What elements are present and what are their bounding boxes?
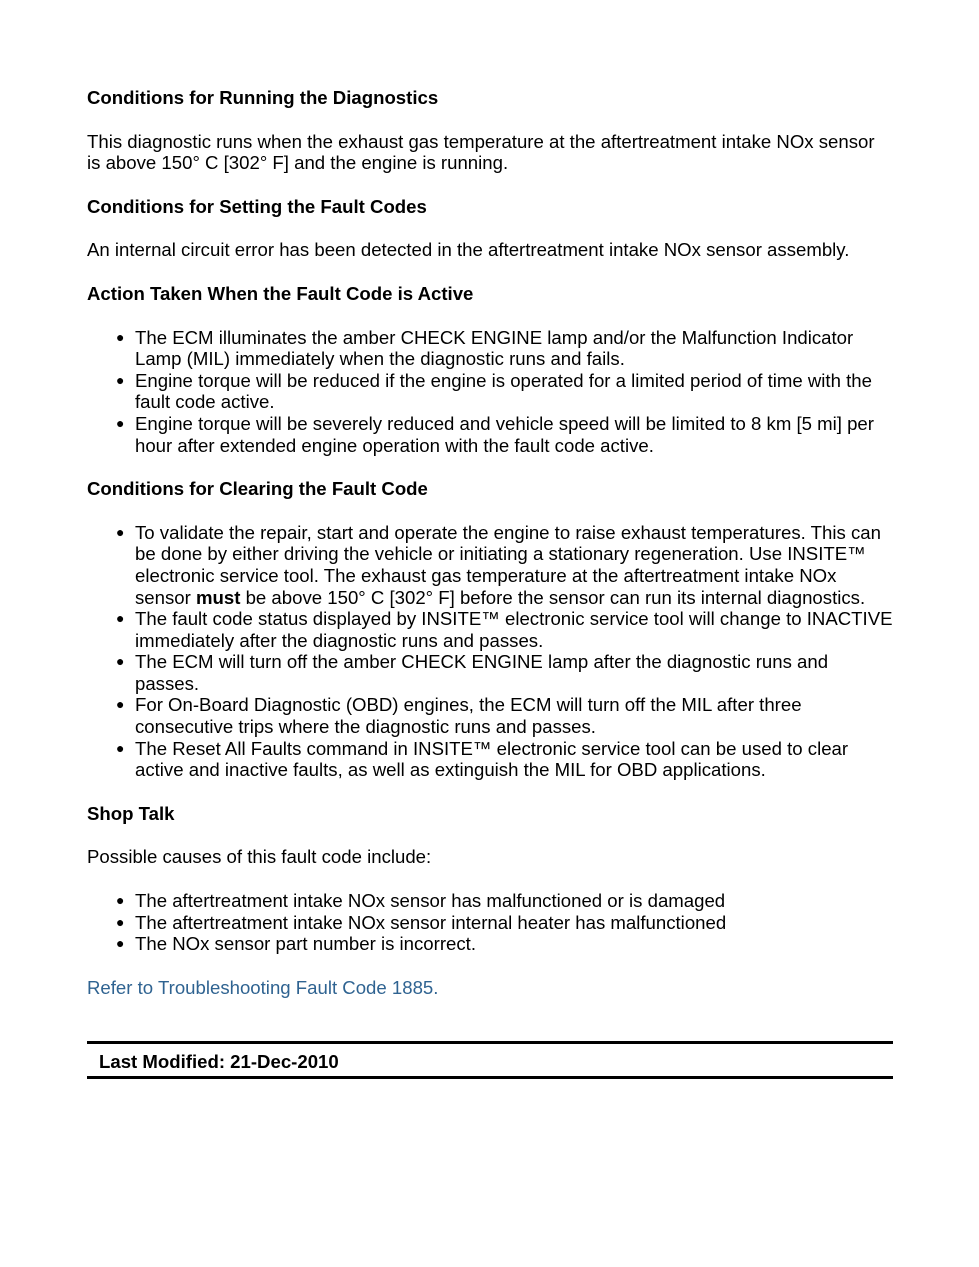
causes-list — [87, 890, 893, 955]
bullet-icon: ● — [116, 371, 125, 388]
footer-bar — [87, 1041, 893, 1079]
heading-running: Conditions for Running the Diagnostics — [87, 87, 439, 108]
list-item: ● The NOx sensor part number is incorrect. — [116, 933, 477, 955]
list-item: ● The ECM will turn off the amber CHECK ENGINE lamp after the diagnostic runs and passes. — [116, 651, 829, 694]
list-item: ● The ECM illuminates the amber CHECK ENGINE lamp and/or the Malfunction Indicator Lamp (MIL) immediately when the diagnostic runs and fails. — [116, 326, 854, 370]
action-list — [87, 327, 893, 457]
bullet-icon: ● — [116, 696, 125, 713]
heading-action: Action Taken When the Fault Code is Active — [87, 282, 474, 304]
running-text: This diagnostic runs when the exhaust gas temperature at the aftertreatment intake NOx sensor is above 150° C [302° F] and the engine is running. — [87, 130, 875, 174]
bullet-icon: ● — [116, 653, 125, 670]
list-item: ● To validate the repair, start and operate the engine to raise exhaust temperatures. This can be done by either driving the vehicle or initiating a stationary regeneration. Use INSITE™ electronic service tool. The exhaust gas temperature at the aftertreatment intake NOx sensor must be above 150° C [302° F] before the sensor can run its internal diagnostics. — [116, 521, 881, 608]
list-item: ● The aftertreatment intake NOx sensor internal heater has malfunctioned — [116, 911, 727, 933]
last-modified: Last Modified: 21-Dec-2010 — [99, 1051, 339, 1072]
bullet-icon: ● — [116, 328, 125, 345]
document-body — [87, 87, 893, 998]
bullet-icon: ● — [116, 913, 125, 930]
list-item: ● The aftertreatment intake NOx sensor has malfunctioned or is damaged — [116, 890, 726, 912]
list-item: ● For On-Board Diagnostic (OBD) engines, the ECM will turn off the MIL after three consecutive trips where the diagnostic runs and passes. — [116, 694, 802, 738]
list-item: ● Engine torque will be reduced if the engine is operated for a limited period of time with the fault code active. — [116, 369, 872, 413]
bullet-icon: ● — [116, 523, 125, 540]
setting-text: An internal circuit error has been detected in the aftertreatment intake NOx sensor assembly. — [87, 239, 850, 261]
list-item: ● The Reset All Faults command in INSITE™ electronic service tool can be used to clear active and inactive faults, as well as extinguish the MIL for OBD applications. — [116, 737, 849, 781]
list-item: ● Engine torque will be severely reduced and vehicle speed will be limited to 8 km [5 mi] per hour after extended engine operation with the fault code active. — [116, 412, 874, 456]
clearing-list — [87, 522, 893, 781]
bullet-icon: ● — [116, 739, 125, 756]
troubleshooting-link[interactable]: Refer to Troubleshooting Fault Code 1885. — [87, 976, 439, 998]
bullet-icon: ● — [116, 935, 125, 952]
bullet-icon: ● — [116, 414, 125, 431]
bullet-icon: ● — [116, 892, 125, 909]
list-item: ● The fault code status displayed by INSITE™ electronic service tool will change to INACTIVE immediately after the diagnostic runs and passes. — [116, 608, 893, 651]
heading-setting: Conditions for Setting the Fault Codes — [87, 195, 427, 217]
heading-clearing: Conditions for Clearing the Fault Code — [87, 478, 428, 500]
emphasis-must: must — [195, 586, 241, 608]
heading-shop-talk: Shop Talk — [87, 802, 175, 824]
shop-talk-text: Possible causes of this fault code include: — [87, 846, 432, 868]
bullet-icon: ● — [116, 610, 125, 627]
